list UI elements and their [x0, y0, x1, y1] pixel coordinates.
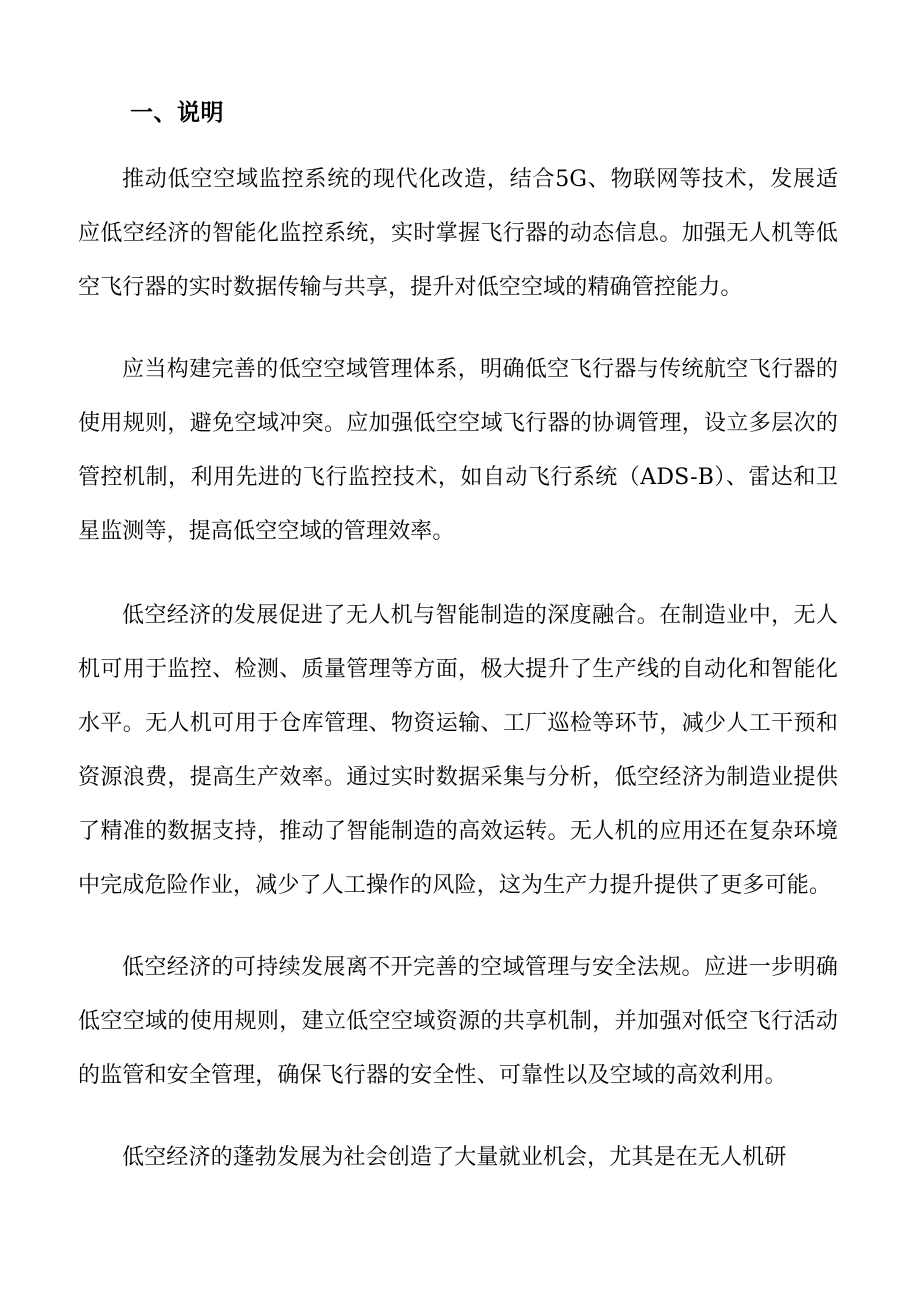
paragraph-employment: 低空经济的蓬勃发展为社会创造了大量就业机会，尤其是在无人机研 [122, 1145, 787, 1170]
section-heading: 一、说明 [130, 99, 224, 126]
paragraph-smart-manufacturing: 低空经济的发展促进了无人机与智能制造的深度融合。在制造业中，无人机可用于监控、检测、质量管理等方面，极大提升了生产线的自动化和智能化水平。无人机可用于仓库管理、物资运输、工厂巡检等环节，减少人工干预和资源浪费，提高生产效率。通过实时数据采集与分析，低空经济为制造业提供了精准的数据支持，推动了智能制造的高效运转。无人机的应用还在复杂环境中完成危险作业，减少了人工操作的风险，这为生产力提升提供了更多可能。 [78, 603, 838, 898]
paragraph-sustainable-development: 低空经济的可持续发展离不开完善的空域管理与安全法规。应进一步明确低空空域的使用规则，建立低空空域资源的共享机制，并加强对低空飞行活动的监管和安全管理，确保飞行器的安全性、可靠性以及空域的高效利用。 [78, 955, 838, 1088]
paragraph-airspace-monitoring: 推动低空空域监控系统的现代化改造，结合5G、物联网等技术，发展适应低空经济的智能化监控系统，实时掌握飞行器的动态信息。加强无人机等低空飞行器的实时数据传输与共享，提升对低空空域的精确管控能力。 [78, 167, 838, 300]
paragraph-airspace-management-system: 应当构建完善的低空空域管理体系，明确低空飞行器与传统航空飞行器的使用规则，避免空域冲突。应加强低空空域飞行器的协调管理，设立多层次的管控机制，利用先进的飞行监控技术，如自动飞行系统（ADS-B）、雷达和卫星监测等，提高低空空域的管理效率。 [78, 357, 838, 544]
document-body [78, 153, 838, 1213]
